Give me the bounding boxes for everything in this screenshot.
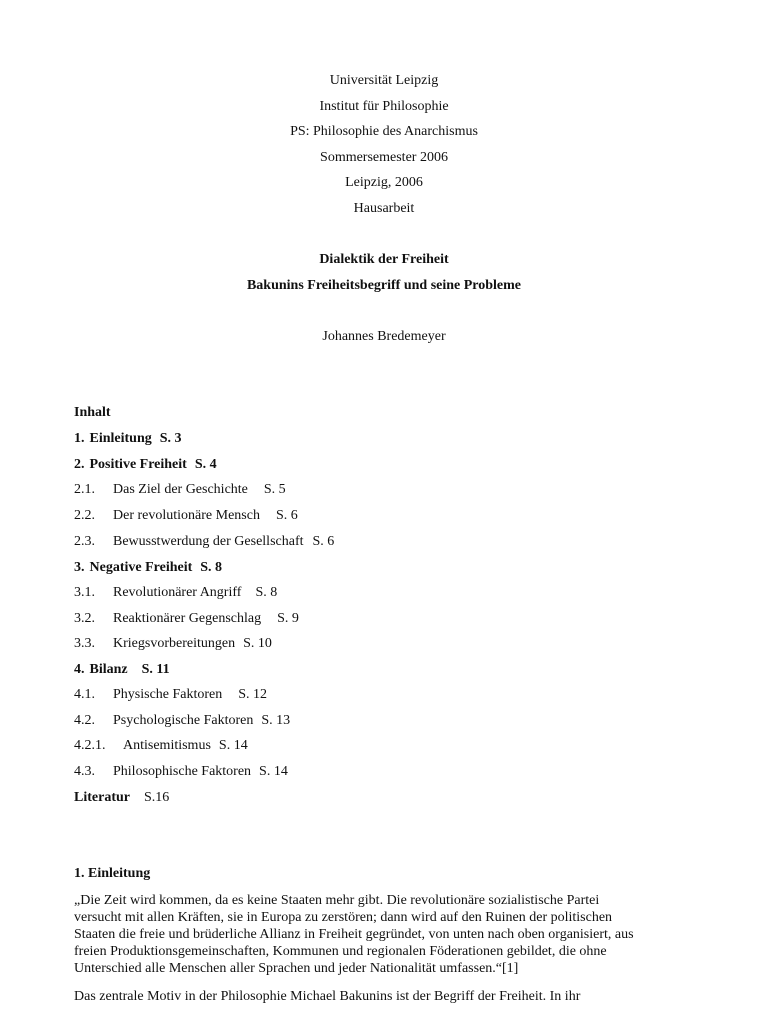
toc-entry — [74, 738, 248, 754]
toc-entry-number: 4.1. — [74, 687, 95, 702]
toc-entry-page: S. 4 — [194, 457, 217, 472]
paper-subtitle: Bakunins Freiheitsbegriff und seine Probleme — [246, 278, 522, 293]
quote-line: Unterschied alle Menschen aller Sprachen und jeder Nationalität umfassen.“[1] — [74, 961, 519, 976]
toc-entry-number: 2.1. — [74, 482, 95, 497]
toc-entry — [74, 560, 222, 576]
toc-entry — [74, 662, 170, 678]
toc-entry-page: S. 5 — [263, 482, 286, 497]
toc-entry — [74, 713, 290, 729]
toc-entry-label: Einleitung — [89, 431, 152, 446]
quote-line: versucht mit allen Kräften, sie in Europa zu zerstören; dann wird auf den Ruinen der politischen — [74, 910, 613, 925]
toc-entry-label: Bewusstwerdung der Gesellschaft — [113, 534, 304, 549]
toc-entry-page: S. 3 — [159, 431, 182, 446]
body-line: Das zentrale Motiv in der Philosophie Michael Bakunins ist der Begriff der Freiheit. In ihr — [74, 989, 581, 1004]
toc-entry-number: 1. — [74, 431, 85, 446]
toc-entry-page: S. 13 — [261, 713, 291, 728]
toc-entry-label: Kriegsvorbereitungen — [113, 636, 236, 651]
toc-entry-number: 4.2.1. — [74, 738, 106, 753]
toc-entry-page: S. 10 — [243, 636, 272, 651]
toc-entry — [74, 585, 277, 601]
toc-entry-label: Psychologische Faktoren — [113, 713, 254, 728]
toc-heading: Inhalt — [74, 405, 111, 420]
quote-line: Staaten die freie und brüderliche Allianz in Freiheit gegründet, von unten nach oben organisiert, aus — [74, 927, 634, 942]
toc-entry-label: Reaktionärer Gegenschlag — [113, 611, 262, 626]
author-name: Johannes Bredemeyer — [322, 329, 446, 344]
body-paragraph — [74, 988, 704, 1005]
toc-entry-label: Das Ziel der Geschichte — [113, 482, 248, 497]
toc-entry-page: S. 6 — [275, 508, 298, 523]
toc-entry-page: S. 8 — [255, 585, 278, 600]
document-type: Hausarbeit — [353, 201, 415, 216]
toc-entry — [74, 764, 288, 780]
toc-entry — [74, 611, 299, 627]
quote-line: freien Produktionsgemeinschaften, Kommunen und regionalen Föderationen gebildet, die ohne — [74, 944, 607, 959]
toc-entry-number: 4. — [74, 662, 85, 677]
place-date: Leipzig, 2006 — [345, 175, 423, 190]
toc-entry-label: Antisemitismus — [123, 738, 211, 753]
toc-entry-number: 3. — [74, 560, 85, 575]
toc-entry-page: S. 14 — [259, 764, 288, 779]
toc-entry — [74, 534, 334, 550]
toc-entry-page: S. 8 — [200, 560, 223, 575]
university-name: Universität Leipzig — [329, 73, 439, 88]
toc-entry-number: 2.2. — [74, 508, 95, 523]
paper-title: Dialektik der Freiheit — [319, 252, 449, 267]
toc-entry-number: 4.2. — [74, 713, 95, 728]
toc-entry-page: S. 12 — [238, 687, 268, 702]
toc-entry-page: S. 6 — [312, 534, 335, 549]
toc-entry-page: S. 9 — [277, 611, 299, 626]
toc-entry-label: Bilanz — [89, 662, 128, 677]
toc-entry — [74, 457, 217, 473]
toc-entry-label: Revolutionärer Angriff — [113, 585, 242, 600]
toc-entry-page: S.16 — [143, 790, 170, 805]
semester: Sommersemester 2006 — [320, 150, 448, 165]
section-heading: 1. Einleitung — [74, 866, 151, 881]
seminar-name: PS: Philosophie des Anarchismus — [290, 124, 478, 139]
toc-entry — [74, 636, 272, 652]
toc-entry-label: Philosophische Faktoren — [113, 764, 252, 779]
toc-entry — [74, 431, 182, 447]
toc-entry-number: 3.3. — [74, 636, 95, 651]
toc-entry-label: Physische Faktoren — [113, 687, 223, 702]
toc-entry-number: 2.3. — [74, 534, 95, 549]
toc-entry — [74, 790, 169, 806]
quote-paragraph — [74, 892, 704, 977]
toc-entry-label: Literatur — [74, 790, 130, 805]
toc-entry-label: Der revolutionäre Mensch — [113, 508, 260, 523]
toc-entry — [74, 508, 298, 524]
toc-entry-number: 2. — [74, 457, 85, 472]
toc-entry-number: 3.2. — [74, 611, 95, 626]
toc-entry-number: 3.1. — [74, 585, 95, 600]
toc-entry-page: S. 11 — [141, 662, 170, 677]
toc-entry — [74, 687, 267, 703]
toc-entry-page: S. 14 — [218, 738, 248, 753]
institute-name: Institut für Philosophie — [319, 99, 449, 114]
quote-line: „Die Zeit wird kommen, da es keine Staaten mehr gibt. Die revolutionäre sozialistische Partei — [74, 893, 600, 908]
toc-entry-label: Negative Freiheit — [89, 560, 193, 575]
toc-entry — [74, 482, 286, 498]
toc-entry-label: Positive Freiheit — [89, 457, 187, 472]
toc-entry-number: 4.3. — [74, 764, 95, 779]
